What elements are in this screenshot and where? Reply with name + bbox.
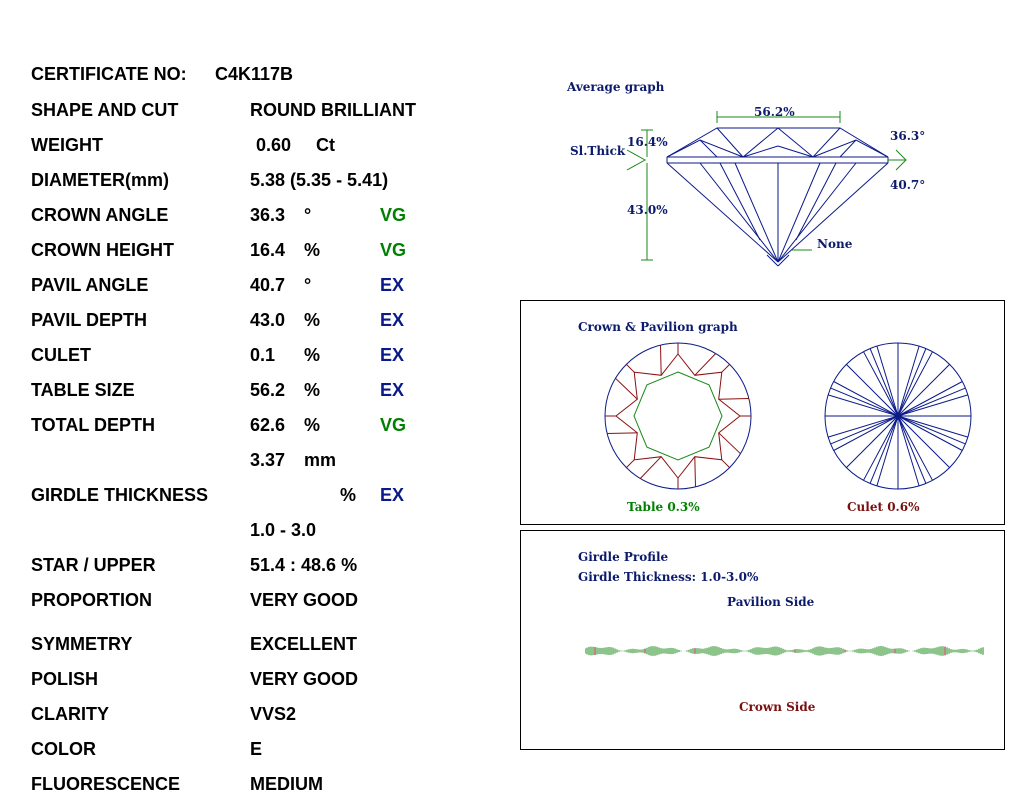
row-grade: VG (380, 205, 407, 225)
row-label: COLOR (31, 739, 96, 759)
row-value: 16.4 (250, 240, 286, 260)
row-value: 40.7 (250, 275, 286, 295)
row-label: WEIGHT (31, 135, 103, 155)
row-label: STAR / UPPER (31, 555, 156, 575)
row-value: MEDIUM (250, 774, 323, 794)
row-unit: % (304, 345, 321, 365)
row-value: EXCELLENT (250, 634, 358, 654)
row-value: 1.0 - 3.0 (250, 520, 317, 540)
culet-label: None (817, 237, 853, 251)
row-label: CROWN HEIGHT (31, 240, 174, 260)
row-value: 51.4 : 48.6 % (250, 555, 358, 575)
row-label: SYMMETRY (31, 634, 133, 654)
row-unit: ° (304, 275, 312, 295)
row-value: 3.37 (250, 450, 286, 470)
row-label: TABLE SIZE (31, 380, 135, 400)
row-label: TOTAL DEPTH (31, 415, 156, 435)
row-grade: VG (380, 415, 407, 435)
row-grade: EX (380, 345, 405, 365)
row-value: 36.3 (250, 205, 286, 225)
row-value: 56.2 (250, 380, 286, 400)
average-graph-title: Average graph (567, 80, 665, 94)
pavilion-side-label: Pavilion Side (727, 595, 815, 609)
certificate-label: CERTIFICATE NO: (31, 64, 187, 84)
crown-graph (603, 341, 753, 491)
pavilion-depth-label: 43.0% (627, 203, 668, 217)
row-label: PAVIL ANGLE (31, 275, 149, 295)
row-grade: VG (380, 240, 407, 260)
girdle-profile-title: Girdle Profile (578, 550, 669, 564)
crown-pavilion-title: Crown & Pavilion graph (578, 320, 738, 334)
row-label: GIRDLE THICKNESS (31, 485, 209, 505)
row-value: VERY GOOD (250, 669, 359, 689)
row-value: 5.38 (5.35 - 5.41) (250, 170, 389, 190)
row-label: PAVIL DEPTH (31, 310, 148, 330)
row-unit: % (304, 240, 321, 260)
row-unit: % (304, 310, 321, 330)
pavilion-graph (823, 341, 973, 491)
row-value: VVS2 (250, 704, 297, 724)
crown-side-label: Crown Side (739, 700, 816, 714)
girdle-thickness-text: Girdle Thickness: 1.0-3.0% (578, 570, 759, 584)
row-label: CLARITY (31, 704, 109, 724)
row-unit: % (304, 380, 321, 400)
row-unit: ° (304, 205, 312, 225)
row-label: DIAMETER(mm) (31, 170, 169, 190)
row-value: VERY GOOD (250, 590, 359, 610)
culet-graph-label: Culet 0.6% (847, 500, 920, 514)
row-unit: % (340, 485, 357, 505)
pavilion-angle-label: 40.7° (890, 178, 926, 192)
row-value: 43.0 (250, 310, 286, 330)
table-label: Table 0.3% (627, 500, 700, 514)
row-value: 62.6 (250, 415, 286, 435)
row-value: ROUND BRILLIANT (250, 100, 416, 120)
row-value: 0.60 (256, 135, 292, 155)
row-grade: EX (380, 380, 405, 400)
row-grade: EX (380, 275, 405, 295)
row-label: POLISH (31, 669, 99, 689)
diamond-profile-diagram (560, 95, 910, 270)
certificate-number: C4K117B (215, 64, 294, 84)
table-percent-label: 56.2% (754, 105, 795, 119)
row-grade: EX (380, 485, 405, 505)
row-label: CULET (31, 345, 91, 365)
row-grade: EX (380, 310, 405, 330)
row-label: FLUORESCENCE (31, 774, 181, 794)
crown-angle-label: 36.3° (890, 129, 926, 143)
row-unit: mm (304, 450, 337, 470)
crown-height-label: 16.4% (627, 135, 668, 149)
row-label: CROWN ANGLE (31, 205, 169, 225)
row-unit: % (304, 415, 321, 435)
girdle-profile-strip (585, 641, 987, 661)
row-label: PROPORTION (31, 590, 153, 610)
girdle-label: Sl.Thick (570, 144, 626, 158)
row-value: 0.1 (250, 345, 276, 365)
row-label: SHAPE AND CUT (31, 100, 179, 120)
row-value: E (250, 739, 263, 759)
row-unit: Ct (316, 135, 335, 155)
